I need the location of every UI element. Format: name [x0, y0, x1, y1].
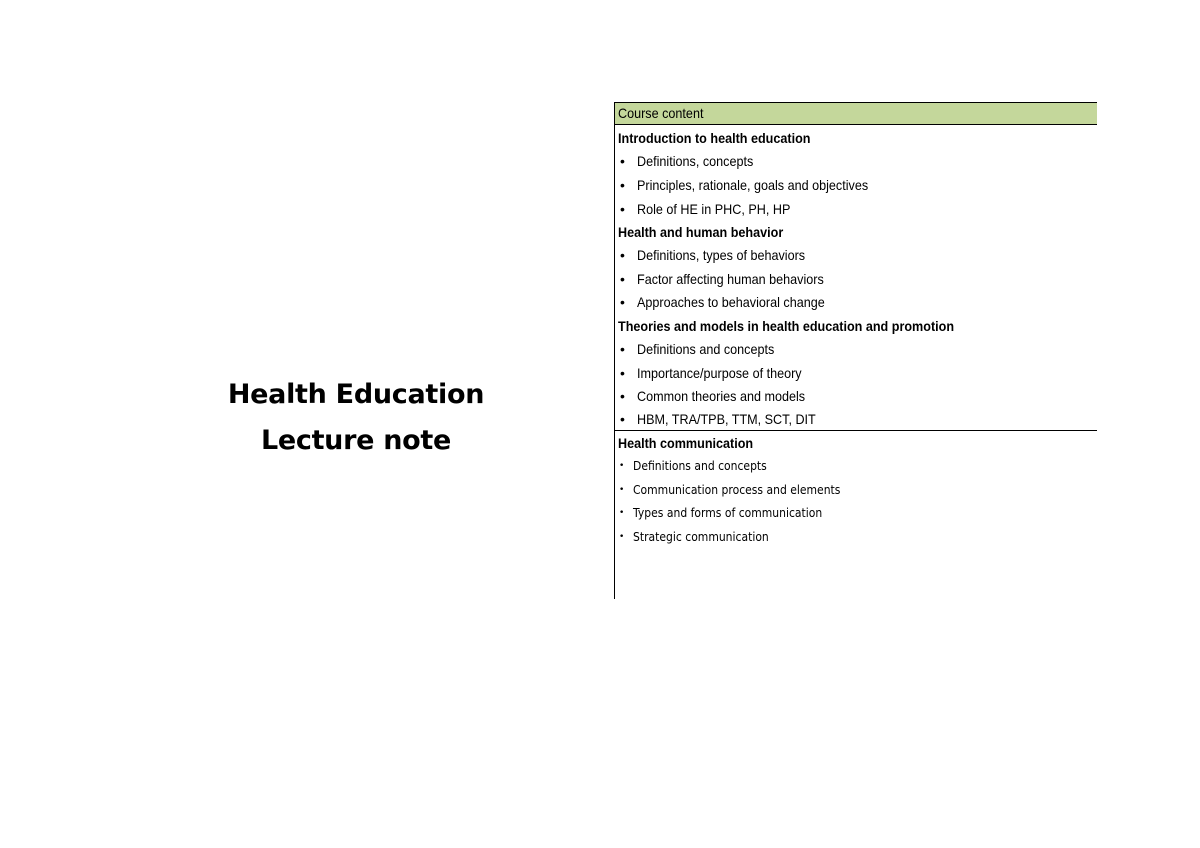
- list-item: • Common theories and models: [615, 385, 1119, 408]
- list-item: • Strategic communication: [615, 526, 1115, 549]
- bullet-icon: •: [620, 388, 625, 404]
- list-item: • Definitions, concepts: [615, 150, 1119, 173]
- bullet-icon: •: [620, 341, 625, 357]
- bullet-icon: •: [620, 201, 625, 217]
- section-heading: Health and human behavior: [618, 224, 784, 240]
- course-content-table: [614, 102, 1097, 599]
- table-header: [615, 102, 1097, 125]
- list-item: • Approaches to behavioral change: [615, 291, 1119, 314]
- section-heading: Health communication: [618, 435, 754, 451]
- list-item: • Types and forms of communication: [615, 502, 1115, 525]
- list-item: • Communication process and elements: [615, 479, 1115, 502]
- bullet-icon: •: [620, 271, 625, 287]
- bullet-icon: •: [619, 508, 625, 518]
- list-item: • Role of HE in PHC, PH, HP: [615, 198, 1119, 221]
- bullet-icon: •: [620, 247, 625, 263]
- section-divider: [615, 430, 1097, 431]
- section-heading: Theories and models in health education and promotion: [618, 318, 955, 334]
- table-header-label: Course content: [618, 105, 704, 121]
- list-item: • Importance/purpose of theory: [615, 362, 1119, 385]
- bullet-icon: •: [620, 411, 625, 427]
- title-line-2: Lecture note: [260, 425, 452, 456]
- list-item: • Factor affecting human behaviors: [615, 268, 1119, 291]
- bullet-icon: •: [620, 294, 625, 310]
- bullet-icon: •: [619, 485, 625, 495]
- bullet-icon: •: [619, 461, 625, 471]
- list-item: • HBM, TRA/TPB, TTM, SCT, DIT: [615, 408, 1119, 431]
- bullet-icon: •: [620, 365, 625, 381]
- list-item: • Definitions and concepts: [615, 338, 1119, 361]
- list-item: • Definitions and concepts: [615, 455, 1115, 478]
- list-item: • Principles, rationale, goals and objectives: [615, 174, 1119, 197]
- section-heading: Introduction to health education: [618, 130, 811, 146]
- document-title: [186, 372, 526, 464]
- list-item: • Definitions, types of behaviors: [615, 244, 1119, 267]
- title-line-1: Health Education: [227, 379, 485, 410]
- bullet-icon: •: [620, 177, 625, 193]
- bullet-icon: •: [619, 532, 625, 542]
- bullet-icon: •: [620, 153, 625, 169]
